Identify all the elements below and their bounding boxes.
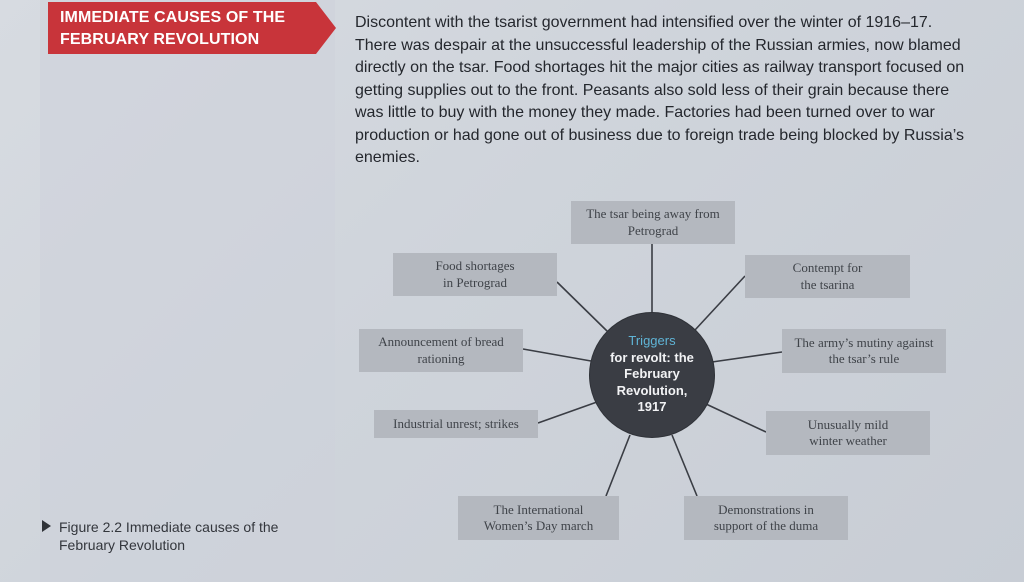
connector-line	[712, 352, 782, 362]
cause-node-contempt-tsarina: Contempt for the tsarina	[745, 255, 910, 298]
intro-paragraph: Discontent with the tsarist government had intensified over the winter of 1916–17. There was despair at the unsuccessful leadership of the Russian armies, now blamed directly on the tsar. Food shortages hit the major cities as railway transport focused on getting supplies out to the front. Peasants also sold less of their grain because there was little to buy with the money they made. Factories had been turned over to war production or had gone out of business due to foreign trade being blocked by Russia’s enemies.	[355, 14, 965, 166]
connector-line	[538, 402, 597, 423]
section-title: IMMEDIATE CAUSES OF THE FEBRUARY REVOLUTION	[60, 9, 286, 48]
hub-body: for revolt: the February Revolution, 1917	[610, 349, 694, 414]
cause-node-tsar-away: The tsar being away from Petrograd	[571, 201, 735, 244]
cause-node-industrial-unrest: Industrial unrest; strikes	[374, 410, 538, 438]
cause-node-mild-winter: Unusually mild winter weather	[766, 411, 930, 455]
connector-line	[706, 404, 766, 432]
connector-line	[523, 349, 591, 361]
connector-line	[557, 282, 607, 331]
cause-node-womens-day-march: The International Women’s Day march	[458, 496, 619, 540]
cause-node-bread-rationing: Announcement of bread rationing	[359, 329, 523, 372]
connector-line	[695, 276, 745, 330]
caption-arrow-icon	[42, 520, 51, 532]
caption-text: Figure 2.2 Immediate causes of the February Revolution	[59, 519, 279, 553]
cause-node-food-shortages: Food shortages in Petrograd	[393, 253, 557, 296]
cause-node-army-mutiny: The army’s mutiny against the tsar’s rule	[782, 329, 946, 373]
diagram-hub	[590, 313, 714, 437]
connector-line	[672, 435, 697, 496]
hub-title: Triggers	[628, 333, 676, 348]
connector-line	[606, 435, 630, 496]
hub-text	[590, 333, 714, 416]
cause-node-demonstrations-duma: Demonstrations in support of the duma	[684, 496, 848, 540]
